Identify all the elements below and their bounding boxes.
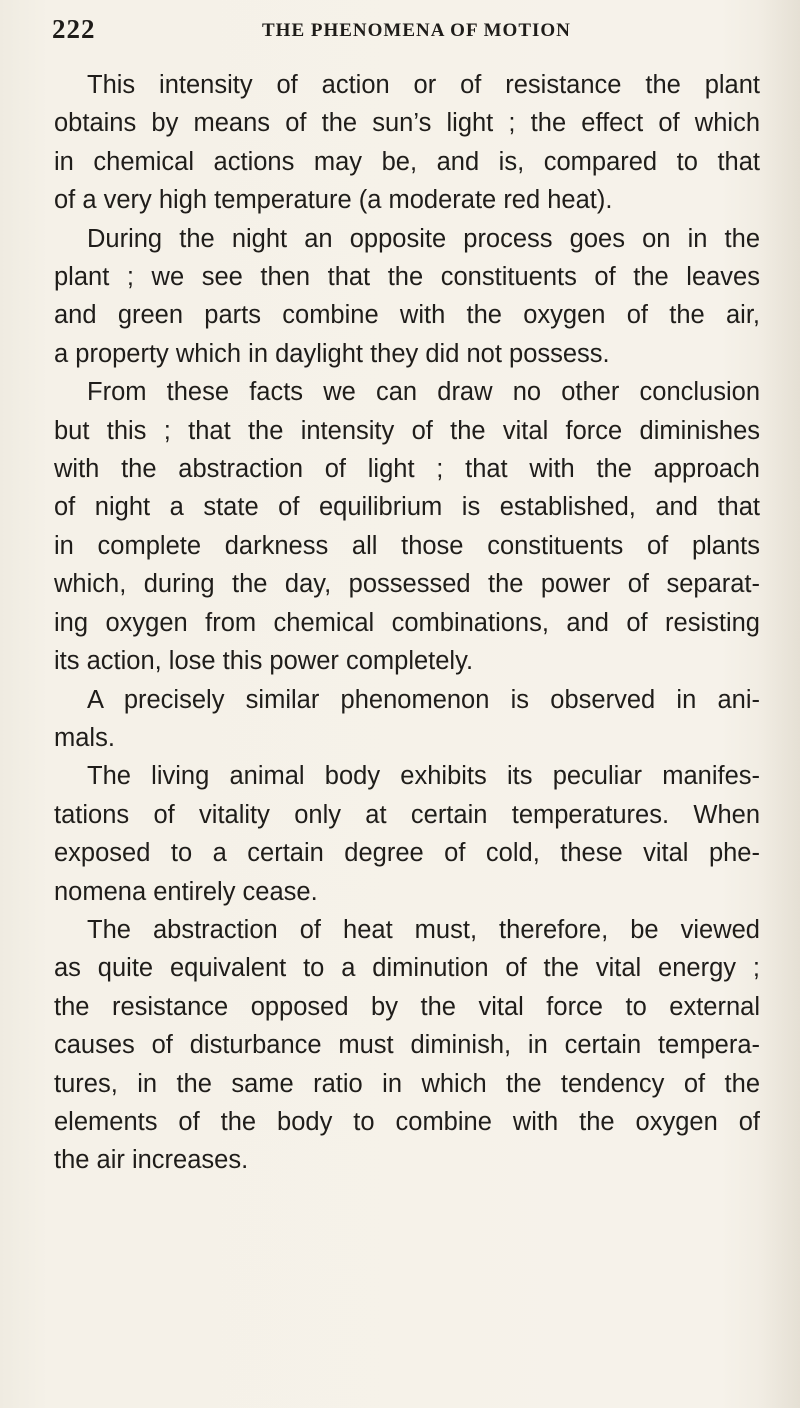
text-line: of night a state of equilibrium is established, and that	[54, 493, 760, 522]
text-line: as quite equivalent to a diminution of the vital energy ;	[54, 954, 760, 983]
text-line: the air increases.	[54, 1146, 249, 1175]
running-head: THE PHENOMENA OF MOTION	[262, 20, 571, 41]
text-line: The abstraction of heat must, therefore, be viewed	[87, 915, 760, 944]
text-line: and green parts combine with the oxygen of the air,	[54, 301, 760, 330]
text-line: obtains by means of the sun’s light ; the effect of which	[54, 109, 760, 138]
text-line: tures, in the same ratio in which the tendency of the	[54, 1069, 760, 1098]
text-line: causes of disturbance must diminish, in certain tempera-	[54, 1031, 760, 1060]
body-text	[54, 66, 760, 1180]
text-line: A precisely similar phenomenon is observed in ani-	[87, 685, 760, 714]
paragraph	[54, 911, 760, 1180]
page-number: 222	[52, 14, 96, 44]
text-line: a property which in daylight they did not possess.	[54, 339, 610, 368]
text-line: with the abstraction of light ; that with the approach	[54, 455, 760, 484]
page-header	[52, 14, 760, 44]
text-line: of a very high temperature (a moderate red heat).	[54, 186, 613, 215]
text-line: its action, lose this power completely.	[54, 647, 474, 676]
text-line: During the night an opposite process goes on in the	[87, 224, 760, 253]
page-edge-shadow	[760, 0, 800, 1408]
text-line: tations of vitality only at certain temperatures. When	[54, 800, 760, 829]
paragraph	[54, 66, 760, 220]
text-line: but this ; that the intensity of the vital force diminishes	[54, 416, 760, 445]
text-line: in chemical actions may be, and is, compared to that	[54, 147, 760, 176]
text-line: the resistance opposed by the vital force to external	[54, 992, 760, 1021]
paragraph	[54, 220, 760, 374]
text-line: elements of the body to combine with the oxygen of	[54, 1107, 760, 1136]
text-line: From these facts we can draw no other conclusion	[87, 378, 760, 407]
text-line: mals.	[54, 723, 115, 752]
text-line: exposed to a certain degree of cold, these vital phe-	[54, 839, 760, 868]
text-line: which, during the day, possessed the power of separat-	[54, 570, 760, 599]
text-line: nomena entirely cease.	[54, 877, 318, 906]
paragraph	[54, 681, 760, 758]
text-line: This intensity of action or of resistance the plant	[87, 71, 760, 99]
paragraph	[54, 373, 760, 680]
text-line: The living animal body exhibits its peculiar manifes-	[87, 762, 760, 791]
text-line: plant ; we see then that the constituents of the leaves	[54, 263, 760, 292]
text-line: in complete darkness all those constituents of plants	[54, 531, 760, 560]
text-line: ing oxygen from chemical combinations, and of resisting	[54, 608, 760, 637]
paragraph	[54, 757, 760, 911]
